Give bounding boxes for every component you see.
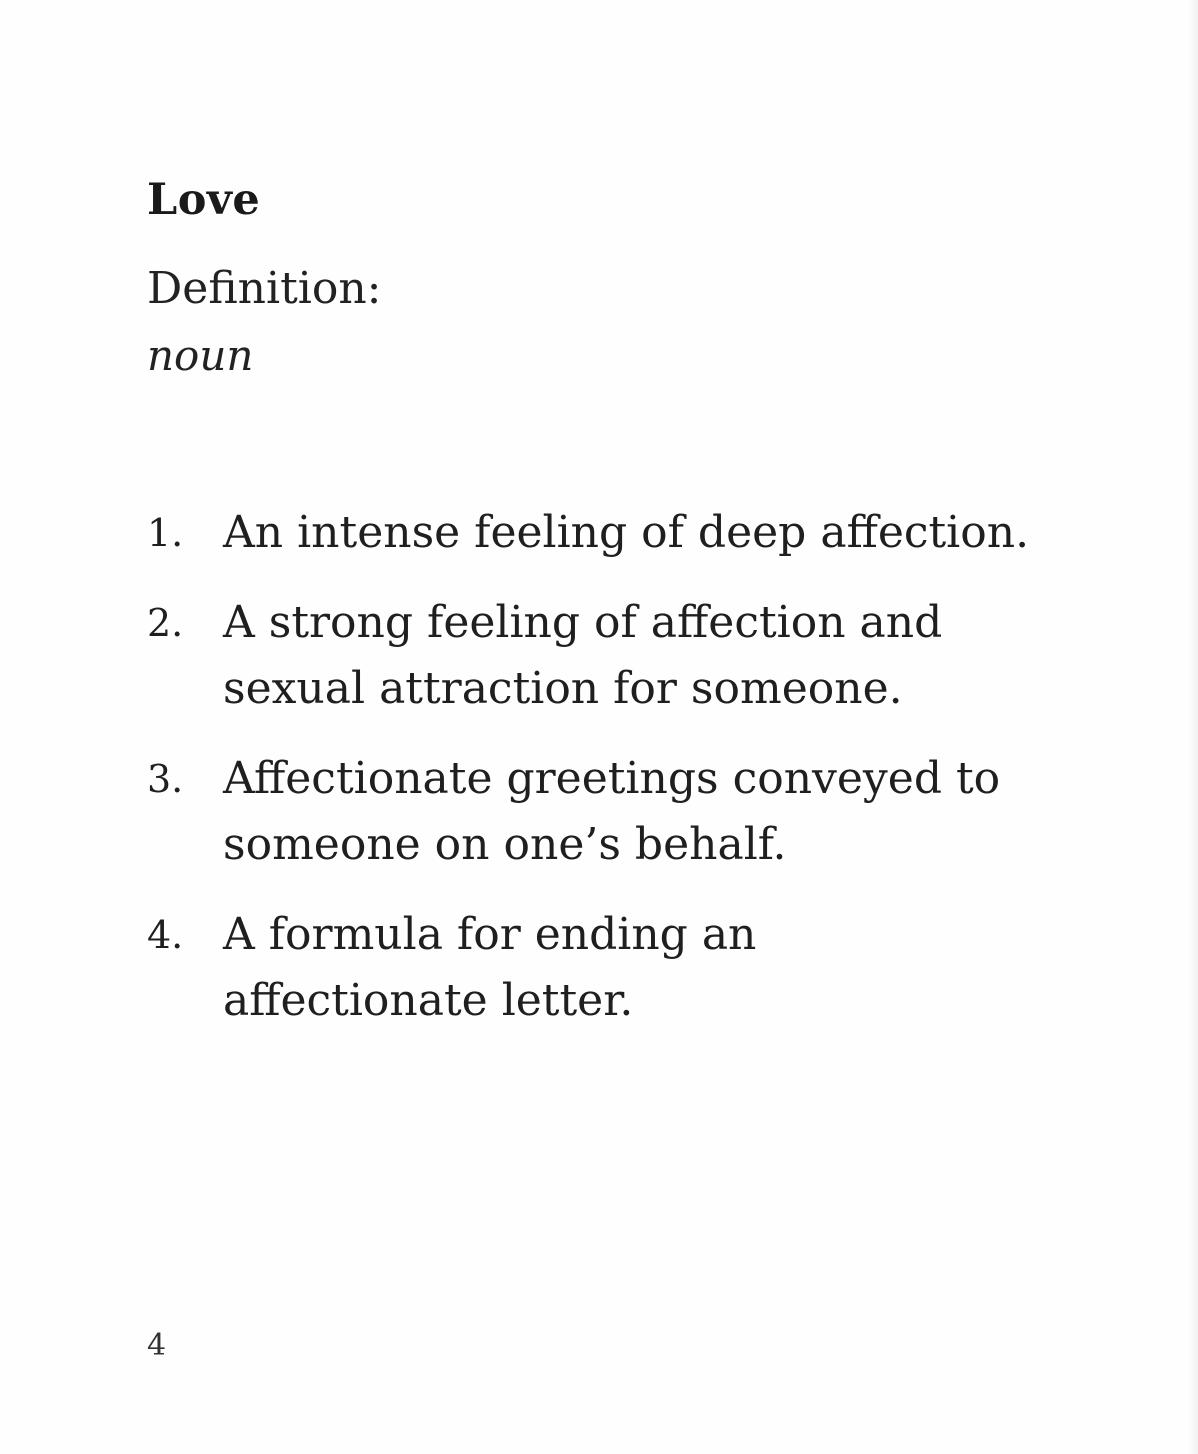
definition-number: 3. (147, 757, 184, 801)
definition-number: 2. (147, 601, 184, 645)
definition-number: 1. (147, 511, 184, 555)
definition-text: A formula for ending an affectionate letter. (223, 909, 757, 1026)
page-edge-shadow (1188, 0, 1198, 1454)
part-of-speech: noun (147, 331, 254, 380)
definition-item (147, 746, 1047, 878)
definition-label: Definition: (147, 263, 382, 314)
definition-text: Affectionate greetings conveyed to someone on one’s behalf. (223, 753, 1001, 870)
definition-number: 4. (147, 913, 184, 957)
page-number: 4 (147, 1328, 167, 1363)
definition-text: An intense feeling of deep affection. (223, 507, 1030, 558)
definition-item (147, 500, 1047, 566)
definition-list (147, 500, 1047, 1058)
entry-term: Love (147, 175, 261, 225)
definition-item (147, 902, 1047, 1034)
definition-text: A strong feeling of affection and sexual attraction for someone. (223, 597, 943, 714)
definition-item (147, 590, 1047, 722)
